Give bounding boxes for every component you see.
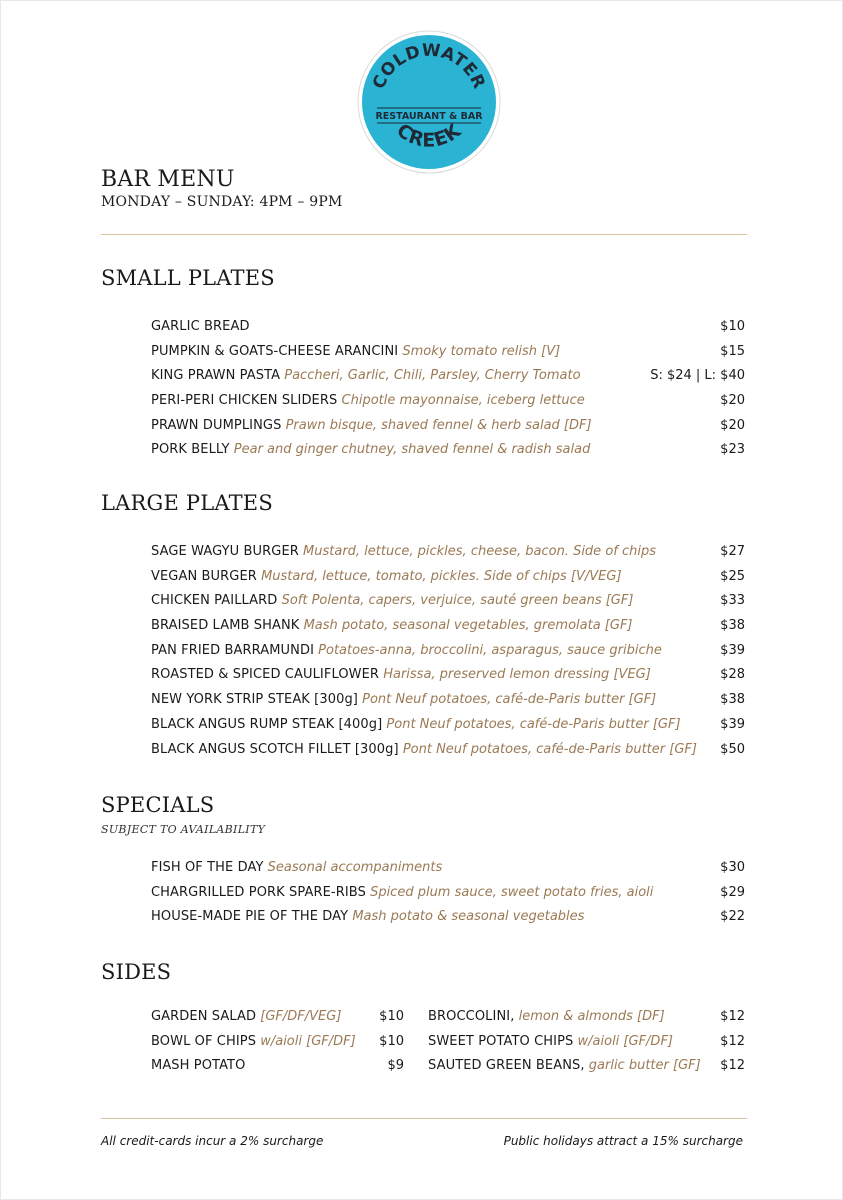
item-name: PORK BELLY [151,442,230,458]
item-desc: Seasonal accompaniments [267,860,443,875]
item-desc: garlic butter [GF] [588,1058,701,1074]
item-price: $50 [720,741,745,757]
item-price: $15 [720,343,745,359]
item-desc: Chipotle mayonnaise, iceberg lettuce [341,393,585,409]
menu-item [151,364,745,389]
item-desc: lemon & almonds [DF] [518,1009,665,1024]
item-name: CHARGRILLED PORK SPARE-RIBS [151,884,366,900]
menu-item [151,565,745,590]
item-name: BOWL OF CHIPS [151,1033,257,1049]
item-price: $39 [720,716,745,732]
item-desc: [GF/DF/VEG] [260,1009,342,1024]
sides-left-column [151,1005,404,1079]
menu-item [428,1005,745,1030]
item-name: NEW YORK STRIP STEAK [300g] [151,692,358,708]
specials-note: SUBJECT TO AVAILABILITY [101,823,266,836]
item-desc: Pont Neuf potatoes, café-de-Paris butter [GF] [362,692,657,708]
item-price: $12 [720,1058,745,1074]
menu-item [151,1054,404,1079]
item-name: PERI-PERI CHICKEN SLIDERS [151,393,338,409]
item-desc: Mash potato & seasonal vegetables [352,909,585,925]
item-desc: Mash potato, seasonal vegetables, gremolata [GF] [303,618,633,634]
menu-item [151,881,745,906]
menu-item [151,414,745,439]
item-name: ROASTED & SPICED CAULIFLOWER [151,667,380,683]
item-price: $38 [720,618,745,634]
item-name: PAN FRIED BARRAMUNDI [151,642,315,658]
item-price: $28 [720,667,745,683]
item-desc: Spiced plum sauce, sweet potato fries, aioli [370,884,654,900]
logo-line2: RESTAURANT & BAR [375,111,483,122]
item-price: $10 [720,319,745,334]
menu-item [151,639,745,664]
item-name: BLACK ANGUS RUMP STEAK [400g] [151,716,383,732]
sides-right-column [428,1005,745,1079]
footer-divider [101,1118,747,1119]
item-desc: Pear and ginger chutney, shaved fennel & radish salad [233,442,591,458]
section-title-specials: SPECIALS [101,793,215,817]
section-title-sides: SIDES [101,960,172,984]
menu-hours: MONDAY – SUNDAY: 4PM – 9PM [101,194,343,210]
menu-item [151,688,745,713]
item-name: SWEET POTATO CHIPS [428,1033,574,1049]
item-price: S: $24 | L: $40 [650,368,745,384]
item-price: $39 [720,642,745,658]
item-price: $10 [379,1009,404,1024]
item-price: $33 [720,593,745,609]
item-desc: Mustard, lettuce, pickles, cheese, bacon. Side of chips [303,544,656,559]
menu-item [151,1005,404,1030]
large-plates-list [151,540,745,762]
menu-title: BAR MENU [101,167,235,192]
item-desc: w/aioli [GF/DF] [260,1033,356,1049]
item-desc: Pont Neuf potatoes, café-de-Paris butter [GF] [402,741,697,757]
item-desc: Smoky tomato relish [V] [402,343,561,359]
item-price: $10 [379,1033,404,1049]
item-desc: Mustard, lettuce, tomato, pickles. Side of chips [V/VEG] [261,568,622,584]
item-name: PRAWN DUMPLINGS [151,417,282,433]
menu-item [151,540,745,565]
specials-list [151,856,745,930]
item-name: BROCCOLINI, [428,1009,515,1024]
item-desc: Paccheri, Garlic, Chili, Parsley, Cherry Tomato [284,368,581,384]
item-price: $29 [720,884,745,900]
menu-item [151,438,745,463]
item-desc: Harissa, preserved lemon dressing [VEG] [383,667,651,683]
menu-item [151,389,745,414]
small-plates-list [151,315,745,463]
header-divider [101,234,747,235]
item-name: GARDEN SALAD [151,1009,257,1024]
menu-item [151,713,745,738]
item-name: SAUTED GREEN BEANS, [428,1058,585,1074]
menu-item [151,856,745,881]
item-desc: Potatoes-anna, broccolini, asparagus, sauce gribiche [318,642,662,658]
item-desc: w/aioli [GF/DF] [577,1033,673,1049]
item-price: $22 [720,909,745,925]
menu-item [151,1030,404,1055]
item-price: $12 [720,1033,745,1049]
item-name: HOUSE-MADE PIE OF THE DAY [151,909,349,925]
item-price: $30 [720,860,745,875]
logo-line1: COLDWATER [368,40,490,93]
footer-holiday-note: Public holidays attract a 15% surcharge [503,1134,743,1148]
item-price: $25 [720,568,745,584]
menu-item [151,340,745,365]
coldwater-creek-logo [357,30,501,174]
item-name: GARLIC BREAD [151,319,250,334]
item-name: PUMPKIN & GOATS-CHEESE ARANCINI [151,343,399,359]
item-desc: Soft Polenta, capers, verjuice, sauté green beans [GF] [281,593,634,609]
item-name: BLACK ANGUS SCOTCH FILLET [300g] [151,741,399,757]
footer-credit-card-note: All credit-cards incur a 2% surcharge [101,1134,324,1148]
section-title-small-plates: SMALL PLATES [101,266,275,290]
item-name: BRAISED LAMB SHANK [151,618,300,634]
item-name: CHICKEN PAILLARD [151,593,278,609]
item-price: $12 [720,1009,745,1024]
menu-item [151,663,745,688]
item-price: $20 [720,417,745,433]
item-name: FISH OF THE DAY [151,860,264,875]
item-desc: Pont Neuf potatoes, café-de-Paris butter [GF] [386,716,681,732]
item-price: $20 [720,393,745,409]
logo-line3: CREEK [392,119,466,152]
item-price: $27 [720,544,745,559]
menu-item [151,738,745,763]
item-name: MASH POTATO [151,1058,246,1074]
section-title-large-plates: LARGE PLATES [101,491,273,515]
menu-item [151,589,745,614]
item-name: KING PRAWN PASTA [151,368,281,384]
item-price: $38 [720,692,745,708]
item-price: $23 [720,442,745,458]
item-name: SAGE WAGYU BURGER [151,544,299,559]
menu-item [151,614,745,639]
menu-item [151,315,745,340]
item-desc: Prawn bisque, shaved fennel & herb salad [DF] [285,417,592,433]
menu-item [428,1030,745,1055]
menu-item [151,905,745,930]
item-price: $9 [387,1058,404,1074]
item-name: VEGAN BURGER [151,568,257,584]
menu-item [428,1054,745,1079]
